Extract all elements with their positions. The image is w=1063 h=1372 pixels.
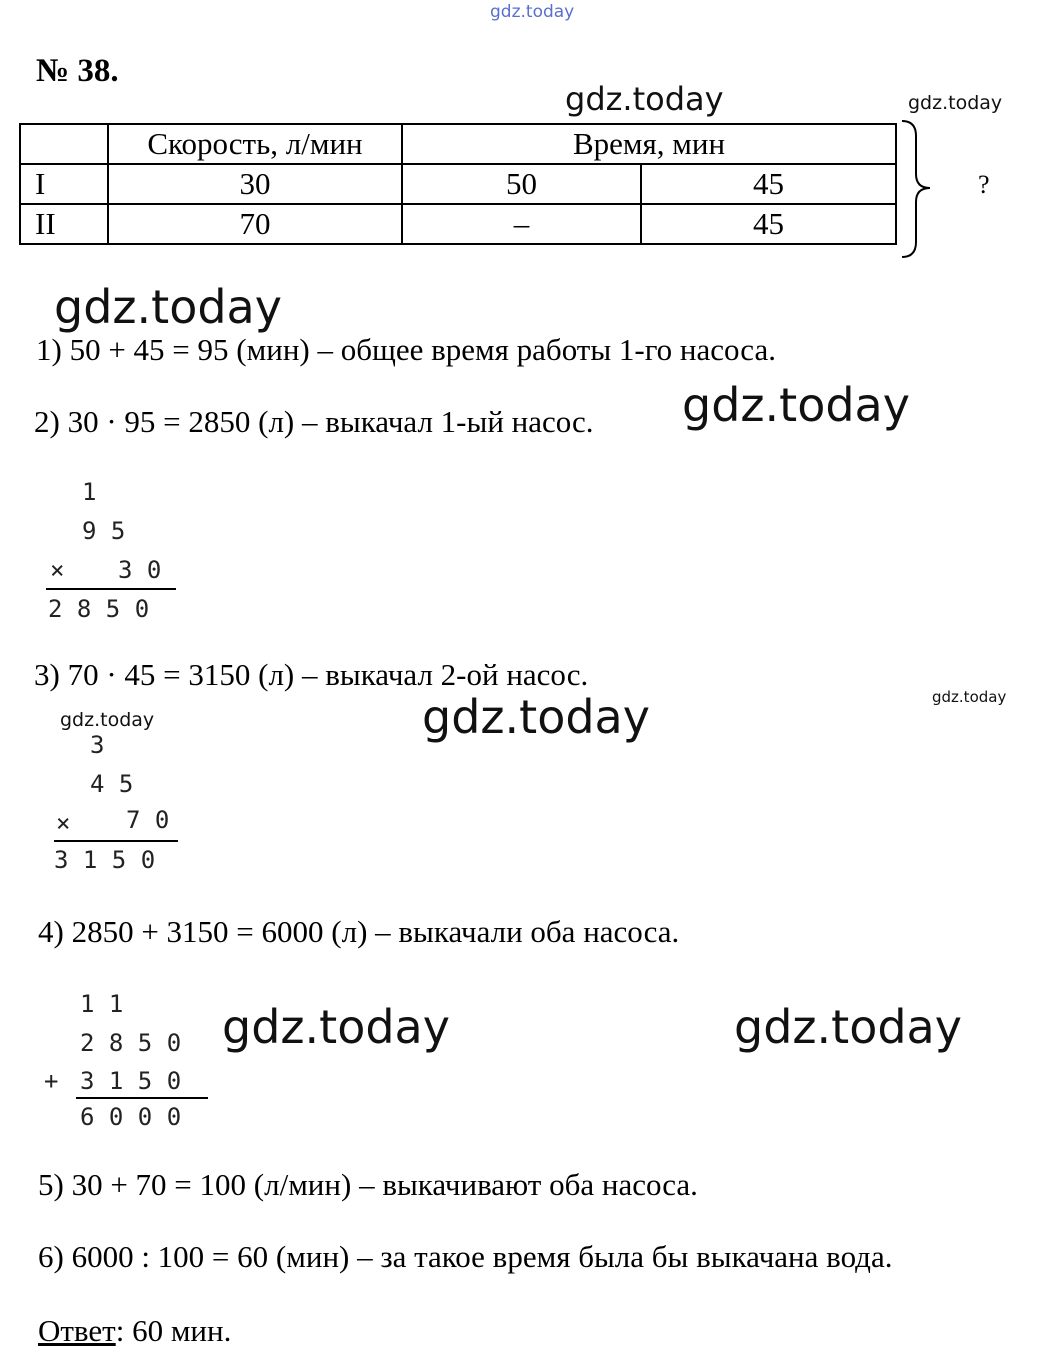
table-header-time: Время, мин [402, 124, 896, 164]
solution-step: 6) 6000 : 100 = 60 (мин) – за такое время была бы выкачана вода. [38, 1239, 893, 1274]
table-cell: 50 [402, 164, 641, 204]
table-cell: II [20, 204, 108, 244]
problem-title: № 38. [36, 53, 119, 89]
table-header-speed: Скорость, л/мин [108, 124, 402, 164]
solution-step: 1) 50 + 45 = 95 (мин) – общее время работы 1-го насоса. [36, 332, 776, 367]
calc-operand: 3 1 5 0 [80, 1067, 182, 1095]
calc-operand: 2 8 5 0 [80, 1029, 182, 1057]
answer-value: : 60 мин. [115, 1313, 232, 1348]
table-row [20, 204, 896, 244]
watermark: gdz.today [422, 690, 650, 744]
calc-carry: 1 [82, 478, 97, 506]
solution-step: 2) 30 · 95 = 2850 (л) – выкачал 1-ый насос. [34, 404, 594, 439]
curly-brace-icon [898, 118, 938, 260]
table-row [20, 124, 896, 164]
watermark: gdz.today [682, 378, 910, 432]
calc-operand: 7 0 [126, 806, 170, 834]
watermark: gdz.today [222, 1000, 450, 1054]
calc-result: 2 8 5 0 [48, 595, 150, 623]
calc-operand: 3 0 [118, 556, 162, 584]
question-mark: ? [978, 170, 990, 199]
watermark: gdz.today [490, 2, 575, 22]
calc-sign: + [44, 1067, 59, 1095]
calc-operand: 4 5 [90, 770, 134, 798]
data-table [19, 123, 897, 245]
calc-rule [76, 1097, 208, 1099]
watermark: gdz.today [54, 280, 282, 334]
watermark: gdz.today [908, 92, 1003, 114]
table-cell: I [20, 164, 108, 204]
solution-step: 5) 30 + 70 = 100 (л/мин) – выкачивают оба насоса. [38, 1167, 698, 1202]
solution-step: 3) 70 · 45 = 3150 (л) – выкачал 2-ой насос. [34, 657, 589, 692]
calc-result: 6 0 0 0 [80, 1103, 182, 1131]
table-row [20, 164, 896, 204]
calc-rule [46, 588, 176, 590]
calc-result: 3 1 5 0 [54, 846, 156, 874]
table-cell [20, 124, 108, 164]
calc-sign: × [50, 556, 65, 584]
table-cell: – [402, 204, 641, 244]
answer-label: Ответ [38, 1313, 116, 1348]
table-cell: 45 [641, 164, 896, 204]
calc-sign: × [56, 809, 71, 837]
calc-carry: 1 1 [80, 990, 124, 1018]
watermark: gdz.today [60, 709, 155, 731]
watermark: gdz.today [565, 80, 724, 118]
watermark: gdz.today [932, 688, 1007, 706]
calc-carry: 3 [90, 731, 105, 759]
calc-rule [54, 840, 178, 842]
watermark: gdz.today [734, 1000, 962, 1054]
table-cell: 45 [641, 204, 896, 244]
table-cell: 70 [108, 204, 402, 244]
solution-step: 4) 2850 + 3150 = 6000 (л) – выкачали оба насоса. [38, 914, 680, 949]
calc-operand: 9 5 [82, 517, 126, 545]
answer-line [38, 1313, 231, 1349]
table-cell: 30 [108, 164, 402, 204]
